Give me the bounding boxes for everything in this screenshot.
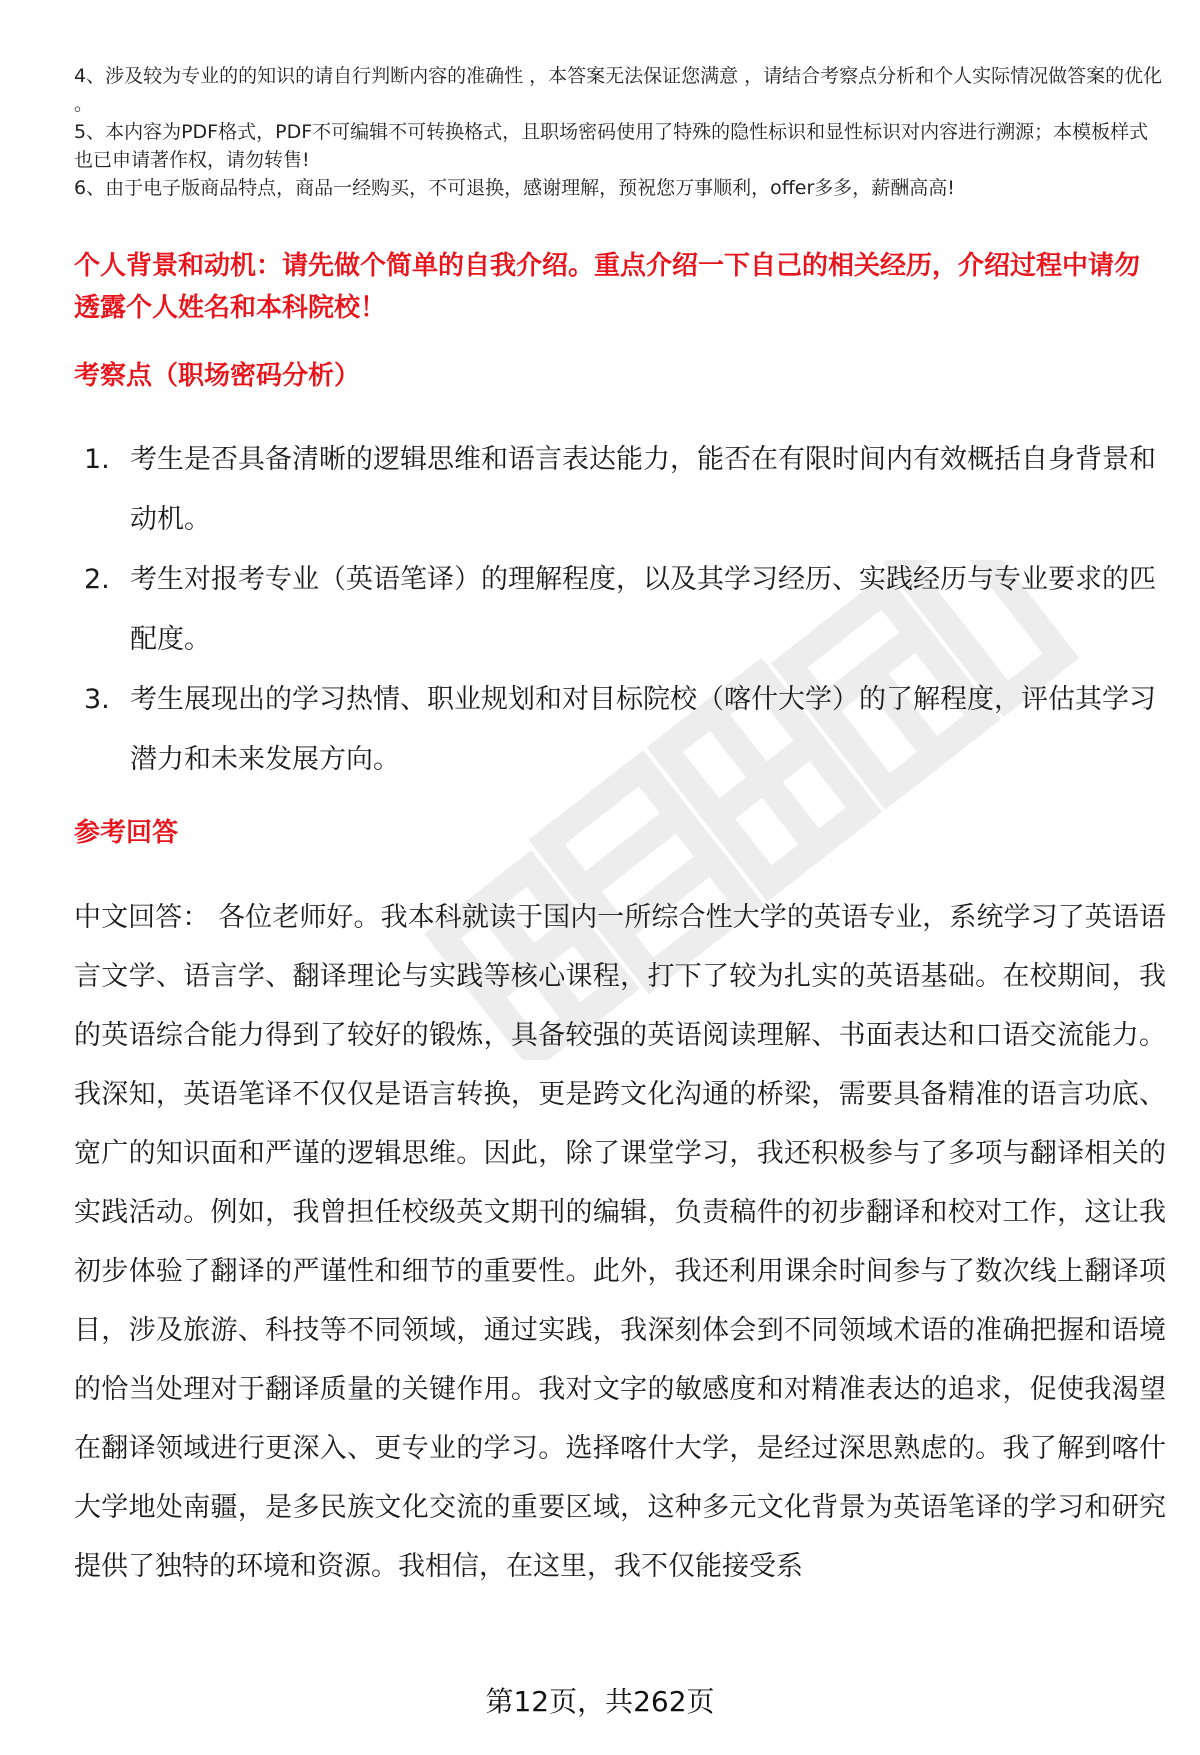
list-item — [74, 550, 1164, 670]
assessment-points-list — [74, 430, 1164, 790]
note-item: 5、本内容为PDF格式，PDF不可编辑不可转换格式，且职场密码使用了特殊的隐性标识和显性标识对内容进行溯源；本模板样式也已申请著作权，请勿转售! — [74, 121, 1149, 171]
list-item-text: 考生对报考专业（英语笔译）的理解程度，以及其学习经历、实践经历与专业要求的匹配度。 — [130, 564, 1156, 655]
reference-title: 参考回答 — [74, 818, 179, 848]
list-item-text: 考生展现出的学习热情、职业规划和对目标院校（喀什大学）的了解程度，评估其学习潜力和未来发展方向。 — [130, 684, 1156, 775]
list-item-number: 2. — [84, 564, 110, 595]
list-item-number: 1. — [84, 444, 110, 475]
page-number: 第12页，共262页 — [485, 1685, 715, 1718]
list-item-text: 考生是否具备清晰的逻辑思维和语言表达能力，能否在有限时间内有效概括自身背景和动机。 — [130, 444, 1156, 535]
assessment-title: 考察点（职场密码分析） — [74, 361, 361, 391]
reference-answer: 中文回答： 各位老师好。我本科就读于国内一所综合性大学的英语专业，系统学习了英语语言文学、语言学、翻译理论与实践等核心课程，打下了较为扎实的英语基础。在校期间，我的英语综合能力得到了较好的锻炼，具备较强的英语阅读理解、书面表达和口语交流能力。我深知，英语笔译不仅仅是语言转换，更是跨文化沟通的桥梁，需要具备精准的语言功底、宽广的知识面和严谨的逻辑思维。因此，除了课堂学习，我还积极参与了多项与翻译相关的实践活动。例如，我曾担任校级英文期刊的编辑，负责稿件的初步翻译和校对工作，这让我初步体验了翻译的严谨性和细节的重要性。此外，我还利用课余时间参与了数次线上翻译项目，涉及旅游、科技等不同领域，通过实践，我深刻体会到不同领域术语的准确把握和语境的恰当处理对于翻译质量的关键作用。我对文字的敏感度和对精准表达的追求，促使我渴望在翻译领域进行更深入、更专业的学习。选择喀什大学，是经过深思熟虑的。我了解到喀什大学地处南疆，是多民族文化交流的重要区域，这种多元文化背景为英语笔译的学习和研究提供了独特的环境和资源。我相信，在这里，我不仅能接受系 — [74, 902, 1166, 1582]
interview-question: 个人背景和动机：请先做个简单的自我介绍。重点介绍一下自己的相关经历，介绍过程中请勿透露个人姓名和本科院校！ — [74, 251, 1141, 323]
list-item — [74, 670, 1164, 790]
list-item-number: 3. — [84, 684, 110, 715]
list-item — [74, 430, 1164, 550]
note-item: 6、由于电子版商品特点，商品一经购买，不可退换，感谢理解，预祝您万事顺利，offer多多，薪酬高高! — [74, 177, 955, 199]
note-item: 4、涉及较为专业的的知识的请自行判断内容的准确性 ，本答案无法保证您满意 ，请结合考察点分析和个人实际情况做答案的优化 。 — [74, 65, 1163, 115]
notes-section — [74, 62, 1164, 202]
